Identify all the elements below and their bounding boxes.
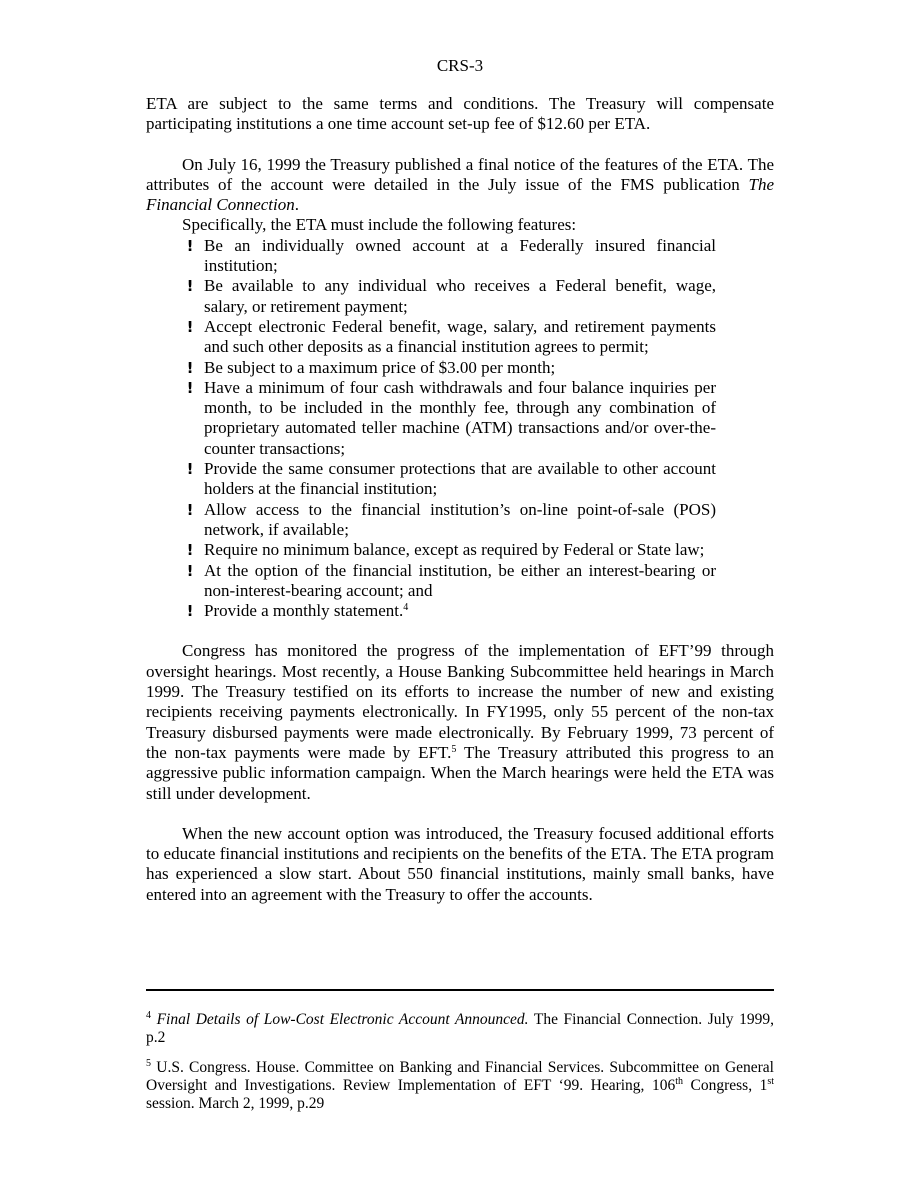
bullet-icon: ! [186,236,194,255]
paragraph-text-end: . [294,195,299,215]
footnote-5 [146,1059,774,1113]
list-item-text: Be subject to a maximum price of $3.00 per month; [204,357,556,377]
footnote-number: 5 [146,1058,151,1069]
footnote-ref: 5 [451,743,457,755]
publication-title: The Financial Connection [146,174,774,215]
footnote-text: The Financial Connection. July 1999, p.2 [146,1011,774,1046]
ordinal-suffix: th [675,1076,683,1087]
list-item [186,235,716,277]
ordinal-suffix: st [767,1076,774,1087]
list-item [186,276,716,317]
features-list [146,236,716,622]
features-intro: Specifically, the ETA must include the following features: [182,215,577,235]
paragraph-continued: ETA are subject to the same terms and conditions. The Treasury will compensate participating institutions a one time account set-up fee of $12.60 per ETA. [146,94,774,134]
list-item [186,560,716,602]
bullet-icon: ! [186,500,194,519]
list-item-text: Have a minimum of four cash withdrawals and four balance inquiries per month, to be included in the monthly fee, through any combination of proprietary automated teller machine (ATM) transactions and/or over-the- counter transactions; [204,377,716,458]
paragraph-final-notice [146,155,774,216]
bullet-icon: ! [186,358,194,377]
list-item-text: Provide the same consumer protections that are available to other account holders at the financial institution; [204,459,716,499]
bullet-icon: ! [186,277,194,296]
paragraph-text: The Treasury attributed this progress to an aggressive public information campaign. When the March hearings were held the ETA was still under development. [146,742,774,803]
footnote-text: U.S. Congress. House. Committee on Banking and Financial Services. Subcommittee on General Oversight and Investigations. Review Implementation of EFT ‘99. Hearing, 106 [146,1059,774,1094]
bullet-icon: ! [186,602,194,621]
footnote-text: Congress, 1 [682,1077,768,1094]
list-item-text: Be available to any individual who receives a Federal benefit, wage, salary, or retirement payment; [204,276,716,316]
list-item [186,316,716,358]
bullet-icon: ! [186,378,194,397]
list-item [186,601,716,621]
footnote-4 [146,1011,774,1047]
footnotes [146,1011,774,1125]
bullet-icon: ! [186,460,194,479]
list-item [186,377,716,459]
paragraph-congress [146,641,774,803]
list-item-text: Be an individually owned account at a Federally insured financial institution; [204,235,716,276]
list-item [186,357,716,378]
list-item-text: At the option of the financial institution, be either an interest-bearing or non-interest-bearing account; and [204,560,716,600]
footnote-number: 4 [146,1010,151,1021]
list-item [186,540,716,560]
list-item [186,499,716,541]
footnote-text: session. March 2, 1999, p.29 [146,1095,325,1112]
list-item-text: Accept electronic Federal benefit, wage, salary, and retirement payments and such other deposits as a financial institution agrees to permit; [204,316,716,357]
paragraph-new-account: When the new account option was introduced, the Treasury focused additional efforts to educate financial institutions and recipients on the benefits of the ETA. The ETA program has experienced a slow start. About 550 financial institutions, mainly small banks, have entered into an agreement with the Treasury to offer the accounts. [146,823,774,904]
bullet-icon: ! [186,317,194,336]
footnote-title: Final Details of Low-Cost Electronic Account Announced. [156,1011,529,1028]
list-item-text: Provide a monthly statement. [204,601,404,621]
list-item-text: Require no minimum balance, except as required by Federal or State law; [204,540,705,560]
paragraph-text: On July 16, 1999 the Treasury published a final notice of the features of the ETA. The attributes of the account were detailed in the July issue of the FMS publication [146,154,774,194]
footnote-ref: 4 [403,602,409,614]
list-item-text: Allow access to the financial institution’s on-line point-of-sale (POS) network, if available; [204,499,716,539]
bullet-icon: ! [186,541,194,560]
bullet-icon: ! [186,561,194,580]
footnote-divider [146,989,774,991]
page-header: CRS-3 [436,56,484,75]
paragraph-text: Congress has monitored the progress of the implementation of EFT’99 through oversight hearings. Most recently, a House Banking Subcommittee held hearings in March 1999. The Treasury testified on its efforts to increase the number of new and existing recipients receiving payments electronically. In FY1995, only 55 percent of the non-tax Treasury disbursed payments were made electronically. By February 1999, 73 percent of the non-tax payments were made by EFT. [146,641,774,762]
list-item [186,459,716,500]
body-text [146,94,774,905]
